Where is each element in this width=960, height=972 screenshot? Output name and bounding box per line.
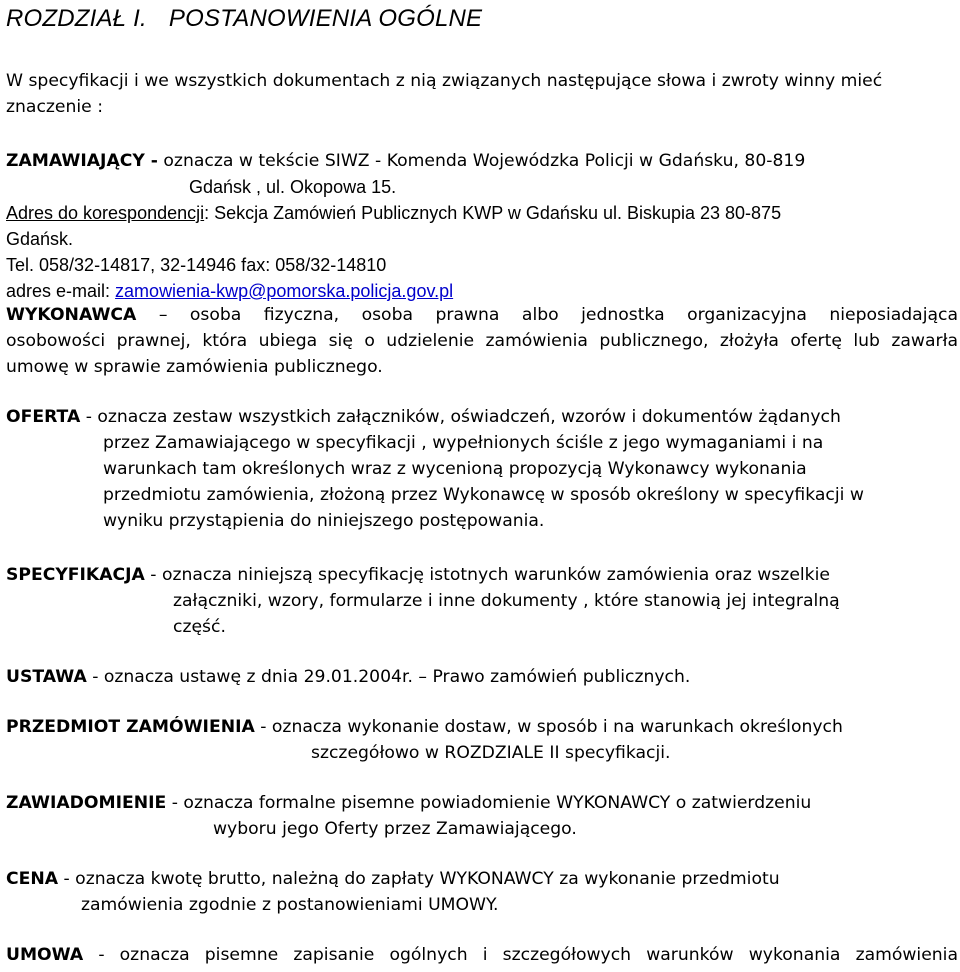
specyfikacja-line-3: część. [173, 617, 226, 637]
correspondence-address [6, 200, 958, 226]
oferta-definition [6, 404, 841, 430]
specyfikacja-line-2: załączniki, wzory, formularze i inne dokumenty , które stanowią jej integralną [173, 591, 840, 611]
chapter-name: POSTANOWIENIA OGÓLNE [168, 5, 483, 32]
umowa-line-1: - oznacza pisemne zapisanie ogólnych i szczegółowych warunków wykonania zamówienia [83, 945, 958, 965]
term-wykonawca: WYKONAWCA [6, 305, 137, 325]
zawiadomienie-line-1: - oznacza formalne pisemne powiadomienie WYKONAWCY o zatwierdzeniu [166, 793, 812, 813]
cena-line-1: - oznacza kwotę brutto, należną do zapłaty WYKONAWCY za wykonanie przedmiotu [58, 869, 780, 889]
przedmiot-line-1: - oznacza wykonanie dostaw, w sposób i na warunkach określonych [254, 717, 843, 737]
wykonawca-line-1: – osoba fizyczna, osoba prawna albo jednostka organizacyjna nieposiadająca [136, 305, 958, 325]
oferta-line-3: warunkach tam określonych wraz z wycenioną propozycją Wykonawcy wykonania [103, 459, 807, 479]
wykonawca-line-3: umowę w sprawie zamówienia publicznego. [6, 357, 383, 377]
phone-fax: Tel. 058/32-14817, 32-14946 fax: 058/32-14810 [6, 255, 387, 275]
zamawiajacy-line-2: Gdańsk , ul. Okopowa 15. [189, 177, 397, 197]
term-specyfikacja: SPECYFIKACJA [6, 565, 145, 585]
oferta-line-2: przez Zamawiającego w specyfikacji , wypełnionych ściśle z jego wymaganiami i na [103, 433, 824, 453]
ustawa-definition [6, 664, 690, 690]
term-zamawiajacy: ZAMAWIAJĄCY - [6, 151, 158, 171]
term-ustawa: USTAWA [6, 667, 87, 687]
chapter-title [6, 6, 482, 32]
intro-line-1: W specyfikacji i we wszystkich dokumentach z nią związanych następujące słowa i zwroty winny mieć [6, 71, 883, 91]
term-umowa: UMOWA [6, 945, 84, 965]
correspondence-address-text: : Sekcja Zamówień Publicznych KWP w Gdańsku ul. Biskupia 23 80-875 [204, 203, 782, 223]
cena-line-2: zamówienia zgodnie z postanowieniami UMOWY. [81, 895, 499, 915]
email-label: adres e-mail: [6, 281, 116, 301]
chapter-number: ROZDZIAŁ I. [6, 5, 147, 32]
specyfikacja-line-1: - oznacza niniejszą specyfikację istotnych warunków zamówienia oraz wszelkie [144, 565, 830, 585]
cena-definition [6, 866, 780, 892]
intro-line-2: znaczenie : [6, 97, 103, 117]
term-oferta: OFERTA [6, 407, 81, 427]
term-przedmiot-zamowienia: PRZEDMIOT ZAMÓWIENIA [6, 717, 255, 737]
zawiadomienie-line-2: wyboru jego Oferty przez Zamawiającego. [213, 819, 577, 839]
oferta-line-5: wyniku przystąpienia do niniejszego postępowania. [103, 511, 545, 531]
zawiadomienie-definition [6, 790, 811, 816]
email-line [6, 278, 453, 304]
wykonawca-definition [6, 302, 958, 328]
przedmiot-line-2: szczegółowo w ROZDZIALE II specyfikacji. [311, 743, 671, 763]
specyfikacja-definition [6, 562, 830, 588]
oferta-line-1: - oznacza zestaw wszystkich załączników, oświadczeń, wzorów i dokumentów żądanych [80, 407, 841, 427]
term-zawiadomienie: ZAWIADOMIENIE [6, 793, 167, 813]
przedmiot-definition [6, 714, 843, 740]
wykonawca-line-2: osobowości prawnej, która ubiega się o udzielenie zamówienia publicznego, złożyła ofertę lub zawarła [6, 331, 958, 351]
oferta-line-4: przedmiotu zamówienia, złożoną przez Wykonawcę w sposób określony w specyfikacji w [103, 485, 864, 505]
term-cena: CENA [6, 869, 59, 889]
correspondence-label: Adres do korespondencji [6, 203, 205, 223]
email-link[interactable]: zamowienia-kwp@pomorska.policja.gov.pl [115, 281, 454, 301]
correspondence-address-line-2: Gdańsk. [6, 229, 74, 249]
zamawiajacy-line-1: oznacza w tekście SIWZ - Komenda Wojewódzka Policji w Gdańsku, 80-819 [157, 151, 806, 171]
umowa-definition [6, 942, 958, 968]
ustawa-line-1: - oznacza ustawę z dnia 29.01.2004r. – Prawo zamówień publicznych. [86, 667, 691, 687]
zamawiajacy-definition [6, 148, 805, 174]
